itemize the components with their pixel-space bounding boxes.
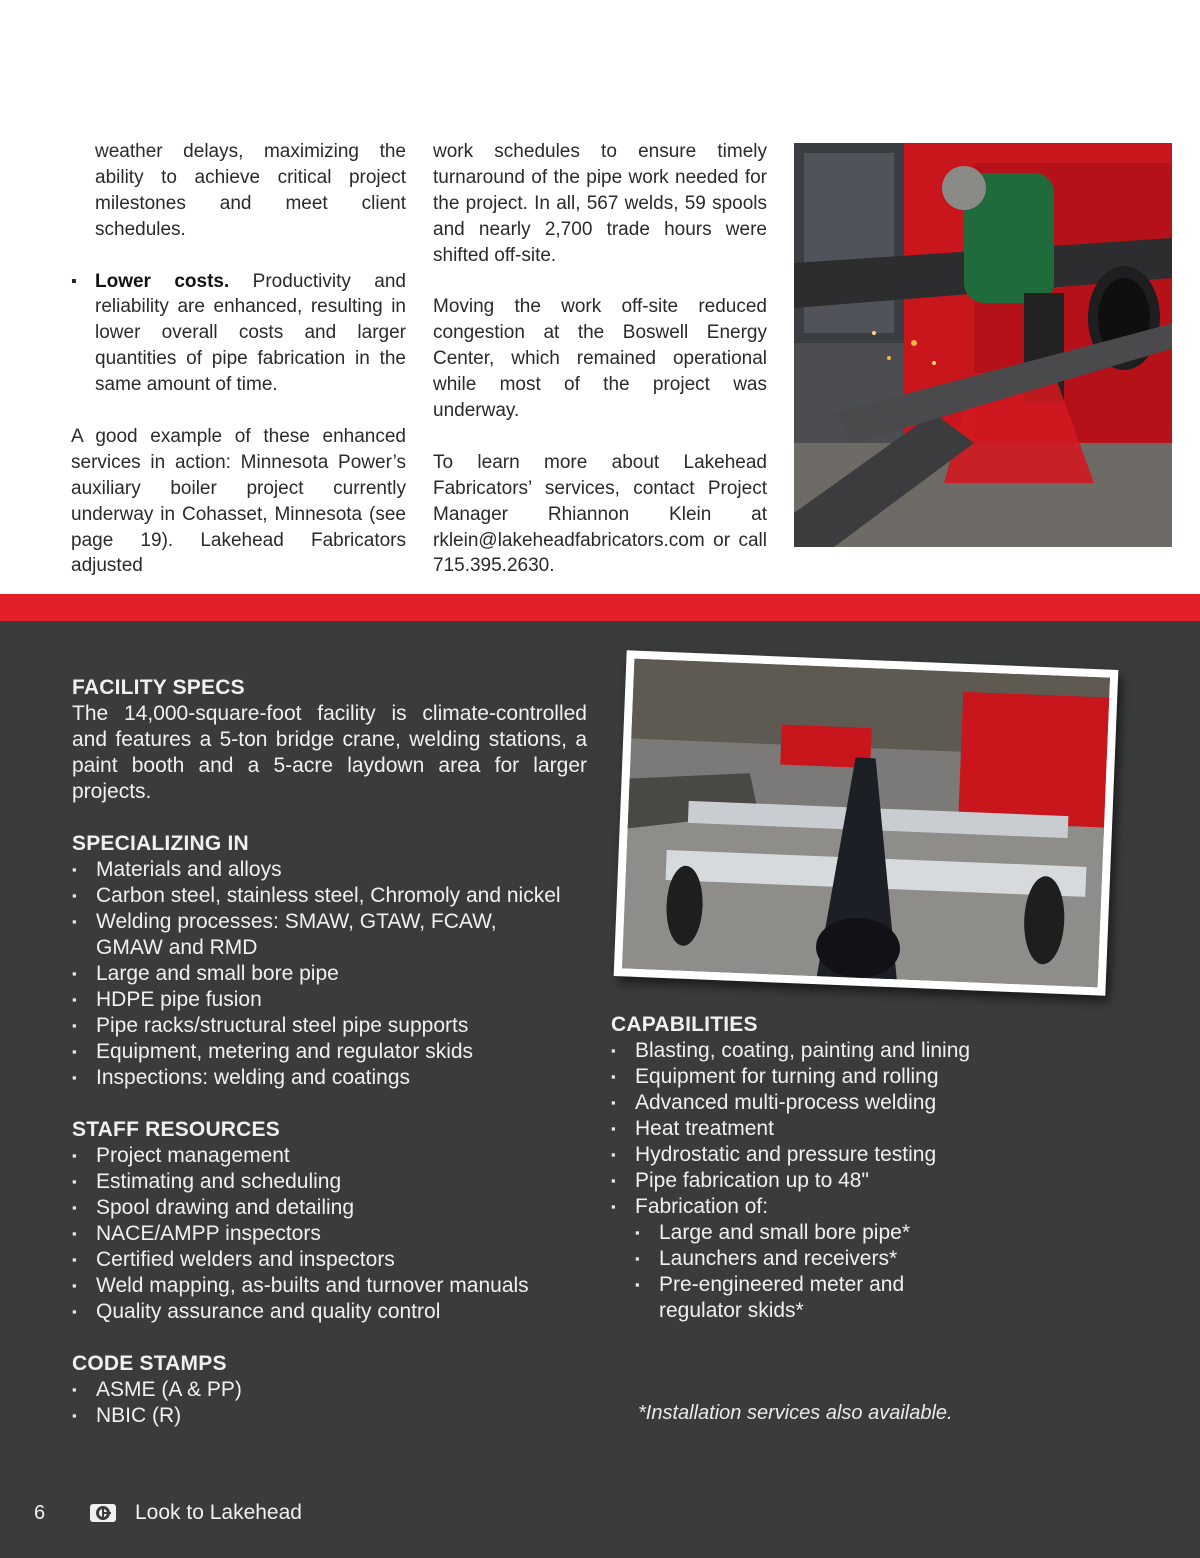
staff-resources-heading: STAFF RESOURCES [72, 1118, 280, 1141]
sub-list-item: ▪ Large and small bore pipe* [635, 1220, 1011, 1246]
paragraph: Moving the work off-site reduced congestion at the Boswell Energy Center, which remained operational while most of the project was underway. [433, 296, 767, 422]
sub-list-item: ▪ Pre-engineered meter and regulator skids* [635, 1272, 929, 1324]
list-item: ▪ Inspections: welding and coatings [72, 1065, 587, 1091]
stamps-list [72, 1377, 587, 1429]
list-item: ▪ Hydrostatic and pressure testing [611, 1142, 1011, 1168]
installation-note: *Installation services also available. [638, 1402, 953, 1424]
staff-resources-section [72, 1117, 587, 1325]
list-item: ▪ Estimating and scheduling [72, 1169, 587, 1195]
staff-list [72, 1143, 587, 1325]
list-item: ▪ Large and small bore pipe [72, 961, 587, 987]
specializing-section [72, 831, 587, 1091]
paragraph: weather delays, maximizing the ability to achieve critical project milestones and meet client schedules. [95, 141, 406, 240]
fabrication-sublist [635, 1220, 1011, 1324]
paragraph: To learn more about Lakehead Fabricators’ services, contact Project Manager Rhiannon Klein at rklein@lakeheadfabricators.com or call 715.395.2630. [433, 451, 767, 577]
list-item: ▪ Equipment, metering and regulator skids [72, 1039, 587, 1065]
list-item: ▪ Heat treatment [611, 1116, 1011, 1142]
list-item: ▪ HDPE pipe fusion [72, 987, 587, 1013]
facility-specs-section [72, 675, 587, 805]
list-item: ▪ Project management [72, 1143, 587, 1169]
footer-tagline: Look to Lakehead [135, 1501, 302, 1524]
facility-specs-text: The 14,000-square-foot facility is climate-controlled and features a 5-ton bridge crane, welding stations, a paint booth and a 5-acre laydown area for larger projects. [72, 702, 587, 803]
bullet-text: Productivity and reliability are enhanced, resulting in lower overall costs and larger quantities of pipe fabrication in the same amount of time. [95, 270, 406, 396]
sub-list-item: ▪ Launchers and receivers* [635, 1246, 1011, 1272]
list-item: ▪ Certified welders and inspectors [72, 1247, 587, 1273]
capabilities-section [611, 1012, 1011, 1324]
list-item: ▪ Pipe racks/structural steel pipe supports [72, 1013, 587, 1039]
shop-floor-photo [614, 650, 1119, 995]
article-column-2 [433, 139, 767, 579]
code-stamps-heading: CODE STAMPS [72, 1352, 227, 1375]
list-item: ▪ Spool drawing and detailing [72, 1195, 587, 1221]
specializing-list [72, 857, 587, 1091]
code-stamps-section [72, 1351, 587, 1429]
bullet-lower-costs [71, 269, 406, 399]
list-item: ▪ Weld mapping, as-builts and turnover manuals [72, 1273, 587, 1299]
list-item: ▪ Carbon steel, stainless steel, Chromoly and nickel [72, 883, 587, 909]
list-item: ▪ ASME (A & PP) [72, 1377, 587, 1403]
list-item: ▪ Quality assurance and quality control [72, 1299, 587, 1325]
facility-specs-heading: FACILITY SPECS [72, 676, 245, 699]
list-item: ▪ NBIC (R) [72, 1403, 587, 1429]
facility-left-column [72, 675, 587, 1455]
bullet-bold: Lower costs. [95, 270, 230, 292]
paragraph: work schedules to ensure timely turnaround of the pipe work needed for the project. In all, 567 welds, 59 spools and nearly 2,700 trade hours were shifted off-site. [433, 141, 767, 266]
fabrication-label: Fabrication of: [635, 1195, 769, 1218]
specializing-heading: SPECIALIZING IN [72, 832, 249, 855]
capabilities-heading: CAPABILITIES [611, 1013, 758, 1036]
page-number: 6 [34, 1502, 46, 1524]
shop-floor-illustration [622, 659, 1110, 988]
capabilities-list [611, 1038, 1011, 1324]
list-item: ▪ Welding processes: SMAW, GTAW, FCAW, GMAW and RMD [72, 909, 501, 961]
list-item: ▪ Equipment for turning and rolling [611, 1064, 1011, 1090]
list-item: ▪ NACE/AMPP inspectors [72, 1221, 587, 1247]
article-column-1 [71, 139, 406, 579]
list-item: ▪ Advanced multi-process welding [611, 1090, 1011, 1116]
list-item: ▪ Materials and alloys [72, 857, 587, 883]
red-divider-bar [0, 594, 1200, 621]
welder-photo-illustration [794, 143, 1172, 547]
lakehead-logo-icon [89, 1503, 117, 1523]
list-item: ▪ Blasting, coating, painting and lining [611, 1038, 1011, 1064]
welder-photo [794, 143, 1172, 547]
list-item: ▪ Pipe fabrication up to 48" [611, 1168, 1011, 1194]
list-item [611, 1194, 1011, 1324]
paragraph: A good example of these enhanced services in action: Minnesota Power’s auxiliary boiler project currently underway in Cohasset, Minnesota (see page 19). Lakehead Fabricators adjusted [71, 425, 406, 577]
